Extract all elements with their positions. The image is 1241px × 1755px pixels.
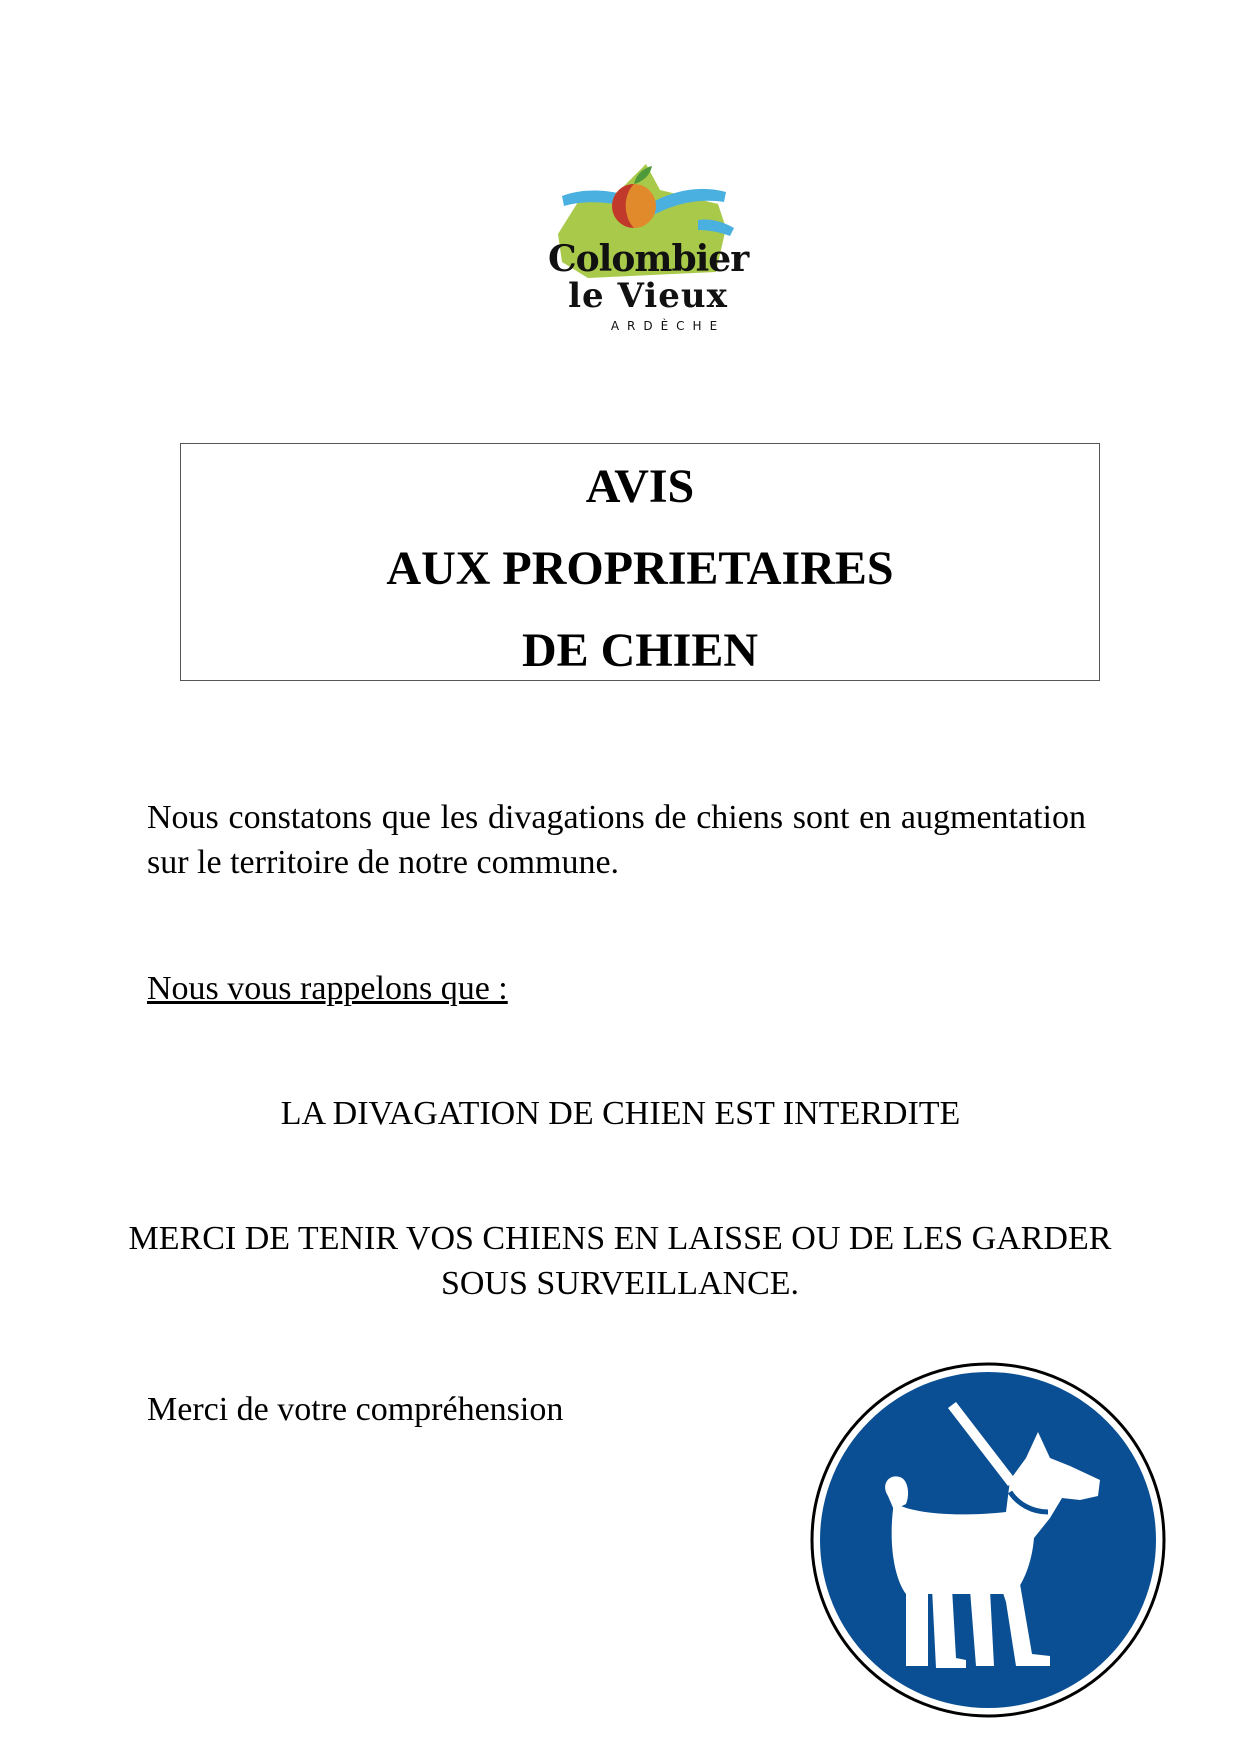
notice-title-box [180, 443, 1100, 681]
logo-title-line2: le Vieux [568, 276, 728, 316]
leash-required-sign [810, 1362, 1166, 1718]
title-line-proprietaires: AUX PROPRIETAIRES [386, 542, 894, 595]
logo-title-line1: Colombier [548, 238, 749, 280]
colombier-le-vieux-logo [548, 162, 748, 342]
rule-statement: LA DIVAGATION DE CHIEN EST INTERDITE [280, 1095, 961, 1132]
reminder-heading: Nous vous rappelons que : [147, 970, 508, 1007]
observation-paragraph: Nous constatons que les divagations de chiens sont en augmentation sur le territoire de notre commune. [147, 799, 1086, 881]
logo-region: ARDÈCHE [610, 319, 726, 333]
dog-on-leash-icon [810, 1362, 1166, 1718]
leash-request: MERCI DE TENIR VOS CHIENS EN LAISSE OU DE LES GARDER SOUS SURVEILLANCE. [128, 1220, 1112, 1302]
title-line-avis: AVIS [585, 460, 695, 513]
closing-thanks: Merci de votre compréhension [147, 1391, 564, 1428]
title-line-chien: DE CHIEN [521, 624, 759, 677]
